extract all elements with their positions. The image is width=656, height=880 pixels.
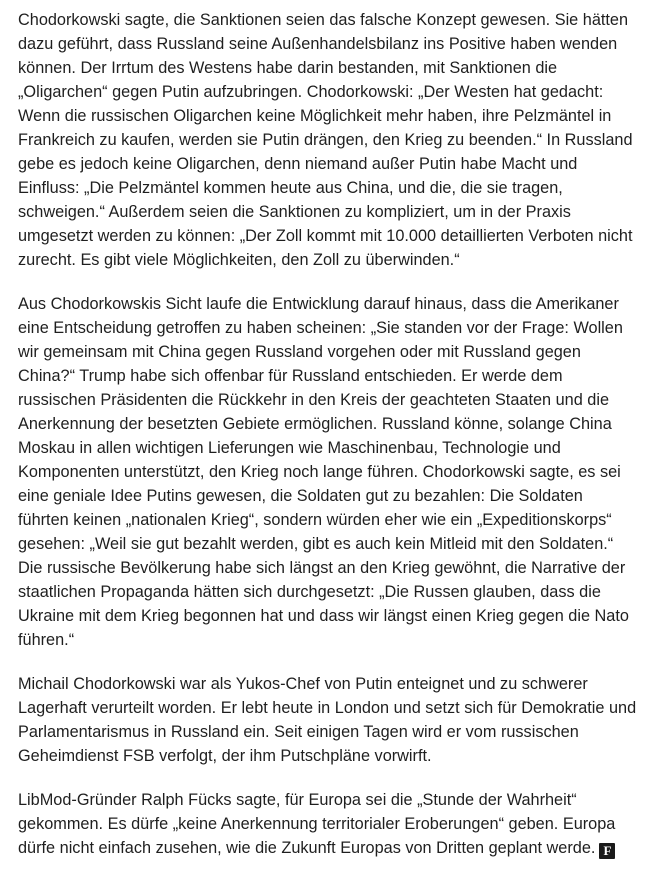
article-paragraph-3: Michail Chodorkowski war als Yukos-Chef von Putin enteignet und zu schwerer Lagerhaft verurteilt worden. Er lebt heute in London und setzt sich für Demokratie und Parlamentarismus in Russland ein. Seit einigen Tagen wird er vom russischen Geheimdienst FSB verfolgt, der ihm Putschpläne vorwirft. — [18, 675, 637, 765]
end-mark-icon: F — [599, 843, 615, 859]
article-paragraph-4-text: LibMod-Gründer Ralph Fücks sagte, für Europa sei die „Stunde der Wahrheit“ gekommen. Es dürfe „keine Anerkennung territorialer Eroberungen“ geben. Europa dürfe nicht einfach zusehen, wie die Zukunft Europas von Dritten geplant werde. — [18, 791, 616, 857]
article-body — [18, 8, 638, 880]
article-paragraph-2: Aus Chodorkowskis Sicht laufe die Entwicklung darauf hinaus, dass die Amerikaner eine Entscheidung getroffen zu haben scheinen: „Sie standen vor der Frage: Wollen wir gemeinsam mit China gegen Russland vorgehen oder mit Russland gegen China?“ Trump habe sich offenbar für Russland entschieden. Er werde dem russischen Präsidenten die Rückkehr in den Kreis der geachteten Staaten und die Anerkennung der besetzten Gebiete ermöglichen. Russland könne, solange China Moskau in allen wichtigen Lieferungen wie Maschinenbau, Technologie und Komponenten unterstützt, den Krieg noch lange führen. Chodorkowski sagte, es sei eine geniale Idee Putins gewesen, die Soldaten gut zu bezahlen: Die Soldaten führten keinen „nationalen Krieg“, sondern würden eher wie ein „Expeditionskorps“ gesehen: „Weil sie gut bezahlt werden, gibt es auch kein Mitleid mit den Soldaten.“ Die russische Bevölkerung habe sich längst an den Krieg gewöhnt, die Narrative der staatlichen Propaganda hätten sich durchgesetzt: „Die Russen glauben, dass die Ukraine mit dem Krieg begonnen hat und dass wir längst einen Krieg gegen die Nato führen.“ — [18, 295, 629, 649]
article-paragraph-4 — [18, 788, 638, 860]
article-paragraph-1: Chodorkowski sagte, die Sanktionen seien das falsche Konzept gewesen. Sie hätten dazu geführt, dass Russland seine Außenhandelsbilanz ins Positive haben wenden können. Der Irrtum des Westens habe darin bestanden, mit Sanktionen die „Oligarchen“ gegen Putin aufzubringen. Chodorkowski: „Der Westen hat gedacht: Wenn die russischen Oligarchen keine Möglichkeit mehr haben, ihre Pelzmäntel in Frankreich zu kaufen, werden sie Putin drängen, den Krieg zu beenden.“ In Russland gebe es jedoch keine Oligarchen, denn niemand außer Putin habe Macht und Einfluss: „Die Pelzmäntel kommen heute aus China, und die, die sie tragen, schweigen.“ Außerdem seien die Sanktionen zu kompliziert, um in der Praxis umgesetzt werden zu können: „Der Zoll kommt mit 10.000 detaillierten Verboten nicht zurecht. Es gibt viele Möglichkeiten, den Zoll zu überwinden.“ — [18, 11, 633, 269]
